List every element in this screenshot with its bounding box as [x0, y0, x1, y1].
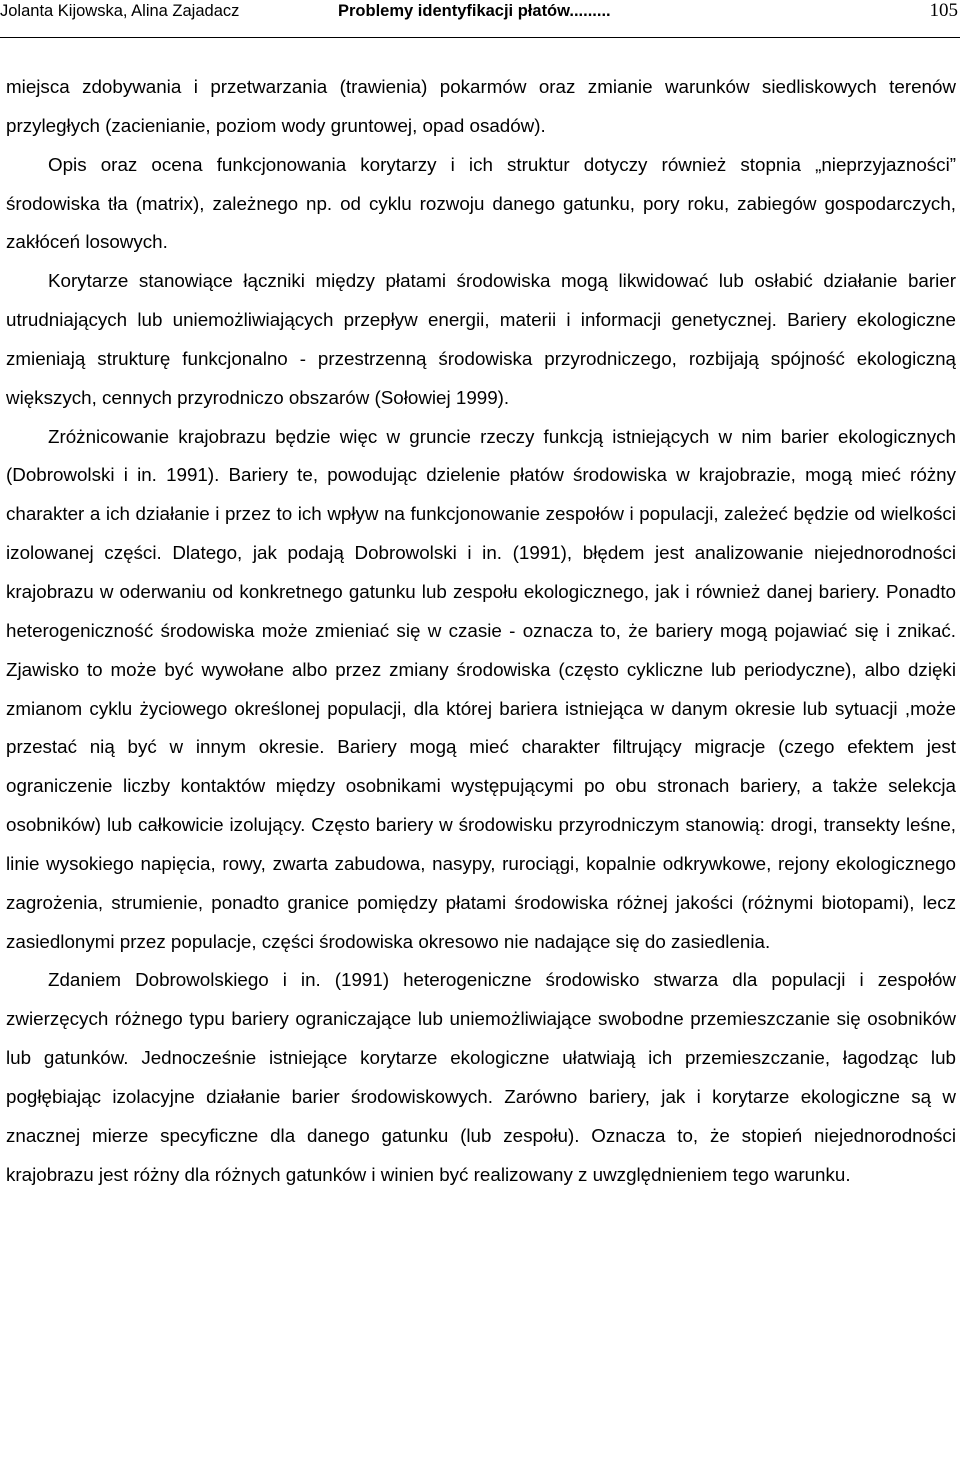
paragraph: Zróżnicowanie krajobrazu będzie więc w gruncie rzeczy funkcją istniejących w nim barier ekologicznych (Dobrowolski i in. 1991). Bariery te, powodując dzielenie płatów środowiska w krajobrazie, mogą mieć różny charakter a ich działanie i przez to ich wpływ na funkcjonowanie zespołów i populacji, zależeć będzie od wielkości izolowanej części. Dlatego, jak podają Dobrowolski i in. (1991), błędem jest analizowanie niejednorodności krajobrazu w oderwaniu od konkretnego gatunku lub zespołu ekologicznego, jak i również danej bariery. Ponadto heterogeniczność środowiska może zmieniać się w czasie - oznacza to, że bariery mogą pojawiać się i znikać. Zjawisko to może być wywołane albo przez zmiany środowiska (często cykliczne lub periodyczne), albo dzięki zmianom cyklu życiowego określonej populacji, dla której bariera istniejąca w danym okresie lub sytuacji ,może przestać nią być w innym okresie. Bariery mogą mieć charakter filtrujący migracje (czego efektem jest ograniczenie liczby kontaktów między osobnikami występującymi po obu stronach bariery, a także selekcja osobników) lub całkowicie izolujący. Często bariery w środowisku przyrodniczym stanowią: drogi, transekty leśne, linie wysokiego napięcia, rowy, zwarta zabudowa, nasypy, rurociągi, kopalnie odkrywkowe, rejony ekologicznego zagrożenia, strumienie, ponadto granice pomiędzy płatami środowiska różnej jakości (różnymi biotopami), lecz zasiedlonymi przez populacje, części środowiska okresowo nie nadające się do zasiedlenia. — [6, 425, 956, 952]
paragraph: miejsca zdobywania i przetwarzania (trawienia) pokarmów oraz zmianie warunków siedliskowych terenów przyległych (zacienianie, poziom wody gruntowej, opad osadów). — [6, 76, 956, 136]
paragraph: Korytarze stanowiące łączniki między płatami środowiska mogą likwidować lub osłabić działanie barier utrudniających lub uniemożliwiających przepływ energii, materii i informacji genetycznej. Bariery ekologiczne zmieniają strukturę funkcjonalno - przestrzenną środowiska przyrodniczego, rozbijają spójność ekologiczną większych, cennych przyrodniczo obszarów (Sołowiej 1999). — [6, 270, 956, 408]
body-text — [6, 68, 956, 1194]
header-rule — [0, 37, 960, 38]
header-authors: Jolanta Kijowska, Alina Zajadacz — [0, 2, 240, 20]
paragraph: Opis oraz ocena funkcjonowania korytarzy i ich struktur dotyczy również stopnia „nieprzyjazności” środowiska tła (matrix), zależnego np. od cyklu rozwoju danego gatunku, pory roku, zabiegów gospodarczych, zakłóceń losowych. — [6, 153, 956, 253]
header-title: Problemy identyfikacji płatów......... — [338, 2, 611, 20]
paragraph: Zdaniem Dobrowolskiego i in. (1991) heterogeniczne środowisko stwarza dla populacji i zespołów zwierzęcych różnego typu bariery ograniczające lub uniemożliwiające swobodne przemieszczanie się osobników lub gatunków. Jednocześnie istniejące korytarze ekologiczne ułatwiają ich przemieszczanie, łagodząc lub pogłębiając izolacyjne działanie barier środowiskowych. Zarówno bariery, jak i korytarze ekologiczne są w znacznej mierze specyficzne dla danego gatunku (lub zespołu). Oznacza to, że stopień niejednorodności krajobrazu jest różny dla różnych gatunków i winien być realizowany z uwzględnieniem tego warunku. — [6, 969, 956, 1185]
page-number: 105 — [929, 0, 958, 21]
running-header — [0, 0, 960, 44]
